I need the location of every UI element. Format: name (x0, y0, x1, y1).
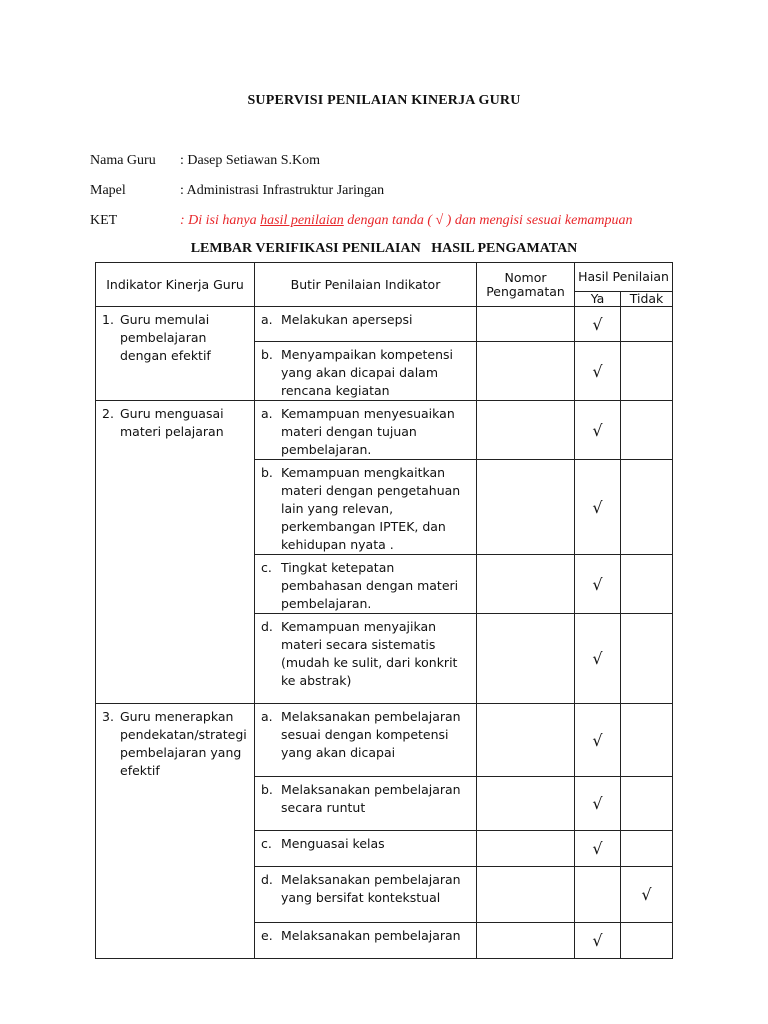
butir-cell (255, 555, 477, 614)
item-text: Menyampaikan kompetensi yang akan dicapai dalam rencana kegiatan (281, 347, 454, 398)
nomor-cell[interactable] (477, 401, 575, 460)
tidak-check-cell[interactable] (621, 401, 673, 460)
item-letter: b. (261, 465, 273, 480)
mapel-label: Mapel (90, 183, 126, 198)
tidak-check-cell[interactable] (621, 777, 673, 831)
indicator-number: 1. (102, 312, 114, 327)
butir-cell (255, 460, 477, 555)
butir-cell (255, 923, 477, 959)
nomor-cell[interactable] (477, 342, 575, 401)
header-hasil: Hasil Penilaian (575, 263, 673, 292)
butir-cell (255, 401, 477, 460)
item-text: Menguasai kelas (281, 836, 385, 851)
indicator-cell (96, 704, 255, 959)
ya-check-cell[interactable]: √ (575, 401, 621, 460)
nama-guru-label: Nama Guru (90, 153, 156, 168)
page-title: SUPERVISI PENILAIAN KINERJA GURU (247, 93, 521, 108)
tidak-check-cell[interactable] (621, 342, 673, 401)
nomor-cell[interactable] (477, 555, 575, 614)
tidak-check-cell[interactable] (621, 923, 673, 959)
butir-cell (255, 342, 477, 401)
header-butir: Butir Penilaian Indikator (255, 263, 477, 307)
tidak-check-cell[interactable]: √ (621, 867, 673, 923)
nomor-cell[interactable] (477, 923, 575, 959)
ya-check-cell[interactable]: √ (575, 460, 621, 555)
item-text: Kemampuan menyajikan materi secara sistematis (mudah ke sulit, dari konkrit ke abstrak) (281, 619, 458, 688)
item-text: Melaksanakan pembelajaran yang bersifat kontekstual (281, 872, 461, 905)
ya-check-cell[interactable]: √ (575, 614, 621, 704)
tidak-check-cell[interactable] (621, 555, 673, 614)
table-title: LEMBAR VERIFIKASI PENILAIAN HASIL PENGAMATAN (190, 241, 578, 256)
item-letter: e. (261, 928, 273, 943)
butir-cell (255, 831, 477, 867)
item-letter: d. (261, 619, 273, 634)
nomor-cell[interactable] (477, 704, 575, 777)
tidak-check-cell[interactable] (621, 831, 673, 867)
nomor-cell[interactable] (477, 867, 575, 923)
nomor-cell[interactable] (477, 460, 575, 555)
indicator-text: Guru menguasai materi pelajaran (120, 406, 224, 439)
header-tidak: Tidak (621, 292, 673, 307)
item-letter: b. (261, 782, 273, 797)
table-row (96, 401, 673, 460)
butir-cell (255, 777, 477, 831)
item-letter: b. (261, 347, 273, 362)
butir-cell (255, 614, 477, 704)
item-text: Kemampuan mengkaitkan materi dengan pengetahuan lain yang relevan, perkembangan IPTEK, dan kehidupan nyata . (281, 465, 461, 552)
item-letter: c. (261, 836, 272, 851)
item-letter: a. (261, 312, 273, 327)
indicator-cell (96, 401, 255, 704)
table-row (96, 307, 673, 342)
item-letter: a. (261, 406, 273, 421)
ket-label: KET (90, 213, 118, 228)
ket-underlined: hasil penilaian (260, 213, 344, 228)
nomor-cell[interactable] (477, 307, 575, 342)
ya-check-cell[interactable]: √ (575, 777, 621, 831)
item-text: Tingkat ketepatan pembahasan dengan materi pembelajaran. (281, 560, 459, 611)
indicator-number: 2. (102, 406, 114, 421)
tidak-check-cell[interactable] (621, 614, 673, 704)
ket-suffix: dengan tanda ( √ ) dan mengisi sesuai kemampuan (343, 213, 633, 228)
ya-check-cell[interactable] (575, 867, 621, 923)
butir-cell (255, 704, 477, 777)
item-letter: d. (261, 872, 273, 887)
indicator-cell (96, 307, 255, 401)
indicator-text: Guru memulai pembelajaran dengan efektif (120, 312, 211, 363)
tidak-check-cell[interactable] (621, 460, 673, 555)
butir-cell (255, 307, 477, 342)
table-row (96, 704, 673, 777)
ya-check-cell[interactable]: √ (575, 923, 621, 959)
indicator-number: 3. (102, 709, 114, 724)
tidak-check-cell[interactable] (621, 307, 673, 342)
indicator-text: Guru menerapkan pendekatan/strategi pembelajaran yang efektif (120, 709, 247, 778)
header-ya: Ya (575, 292, 621, 307)
butir-cell (255, 867, 477, 923)
ya-check-cell[interactable]: √ (575, 307, 621, 342)
mapel-value: : Administrasi Infrastruktur Jaringan (180, 183, 385, 198)
nomor-cell[interactable] (477, 777, 575, 831)
ya-check-cell[interactable]: √ (575, 831, 621, 867)
item-text: Melaksanakan pembelajaran sesuai dengan kompetensi yang akan dicapai (281, 709, 461, 760)
item-text: Melaksanakan pembelajaran secara runtut (281, 782, 461, 815)
nama-guru-value: : Dasep Setiawan S.Kom (180, 153, 320, 168)
ya-check-cell[interactable]: √ (575, 704, 621, 777)
evaluation-table (95, 262, 673, 959)
item-text: Melaksanakan pembelajaran (281, 928, 461, 943)
item-letter: c. (261, 560, 272, 575)
item-letter: a. (261, 709, 273, 724)
header-indikator: Indikator Kinerja Guru (96, 263, 255, 307)
ket-prefix: : Di isi hanya (180, 213, 261, 228)
header-nomor: Nomor Pengamatan (477, 263, 575, 307)
ket-instruction (180, 213, 633, 229)
item-text: Kemampuan menyesuaikan materi dengan tujuan pembelajaran. (281, 406, 455, 457)
tidak-check-cell[interactable] (621, 704, 673, 777)
ya-check-cell[interactable]: √ (575, 342, 621, 401)
item-text: Melakukan apersepsi (281, 312, 413, 327)
nomor-cell[interactable] (477, 614, 575, 704)
ya-check-cell[interactable]: √ (575, 555, 621, 614)
nomor-cell[interactable] (477, 831, 575, 867)
